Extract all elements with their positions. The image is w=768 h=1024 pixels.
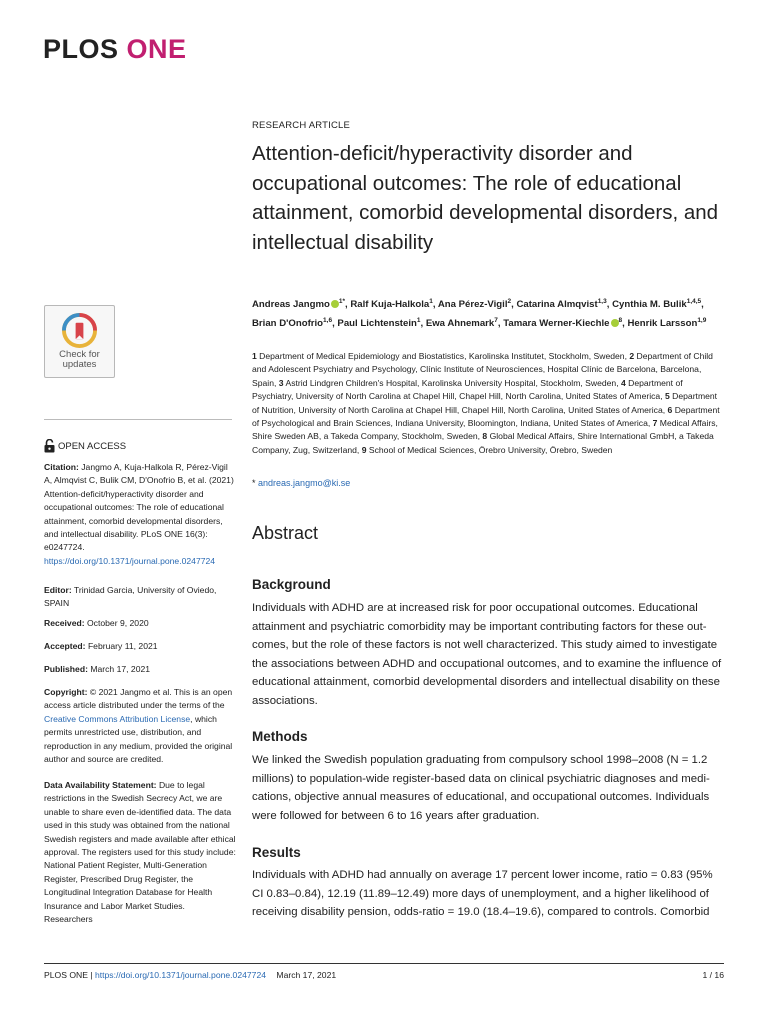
published-text: March 17, 2021 [90, 664, 151, 674]
logo-one: ONE [126, 34, 187, 64]
received-block [44, 617, 236, 630]
accepted-label: Accepted: [44, 641, 86, 651]
affil-number: 1 [252, 351, 257, 361]
methods-heading: Methods [252, 729, 308, 744]
corresponding-star: * [252, 478, 256, 488]
article-title: Attention-deficit/hyperactivity disorder and occupational outcomes: The role of educational attainment, comorbid developmental disorders, and intellectual disability [252, 142, 719, 254]
author-affil: 1,6 [323, 316, 333, 324]
author-affil: 7 [494, 316, 498, 324]
accepted-block [44, 640, 236, 653]
affiliations [252, 350, 722, 457]
orcid-icon[interactable] [331, 300, 339, 308]
editor-text: Trinidad Garcia, University of Oviedo, SPAIN [44, 585, 217, 609]
author-name[interactable]: , Tamara Werner-Kiechle [497, 317, 610, 329]
received-text: October 9, 2020 [87, 618, 149, 628]
author-name[interactable]: , Henrik Larsson [622, 317, 698, 329]
footer-divider [44, 963, 724, 964]
page-footer [44, 970, 336, 980]
footer-date: March 17, 2021 [276, 970, 337, 980]
author-name[interactable]: , Brian D'Onofrio [252, 299, 704, 329]
affil-number: 6 [667, 404, 673, 415]
author-name[interactable]: Andreas Jangmo [252, 299, 330, 310]
affil-number: 4 [620, 377, 626, 388]
copyright-block [44, 686, 236, 766]
open-access-text: OPEN ACCESS [58, 440, 127, 452]
accepted-text: February 11, 2021 [87, 641, 158, 651]
journal-logo [43, 36, 187, 63]
data-availability-text: Due to legal restrictions in the Swedish Secrecy Act, we are unable to share even de-identified data. The data used in this study was obtained from the national Swedish registers and made available after ethical approval. The registers used for this study include: National Patient Register, Multi-Generation Register, Prescribed Drug Register, the Longitudinal Integration Database for Health Insurance and Labor Market Studies. Researchers [44, 780, 236, 925]
affil-text: Department of Nutrition, University of North Carolina at Chapel Hill, Chapel Hill, North Carolina, United States of America, [252, 391, 718, 415]
author-name[interactable]: , Catarina Almqvist [511, 299, 598, 310]
license-link[interactable]: Creative Commons Attribution License [44, 713, 191, 724]
citation-text: Jangmo A, Kuja-Halkola R, Pérez-Vigil A, Almqvist C, Bulik CM, D'Onofrio B, et al. (2021) Attention-deficit/hyperactivity disorder and occupational outcomes: The role of educational attainment, comorbid developmental disorders, and intellectual disability. PLoS ONE 16(3): e0247724. [44, 462, 234, 553]
copyright-label: Copyright: [44, 687, 88, 697]
author-affil: 2 [507, 298, 512, 305]
affil-text: Department of Medical Epidemiology and Biostatistics, Karolinska Institutet, Stockholm, Sweden, [256, 351, 630, 361]
published-label: Published: [44, 664, 88, 674]
author-affil: 1 [416, 316, 421, 324]
copyright-text-post: , which permits unrestricted use, distribution, and reproduction in any medium, provided the original author and source are credited. [44, 713, 233, 765]
author-affil: 1,3 [597, 298, 607, 305]
article-type-label: RESEARCH ARTICLE [252, 120, 351, 131]
affil-number: 5 [664, 391, 670, 402]
citation-doi-link[interactable]: https://doi.org/10.1371/journal.pone.0247724 [44, 555, 216, 566]
editor-label: Editor: [44, 585, 72, 595]
author-name[interactable]: , Cynthia M. Bulik [606, 299, 687, 310]
affil-text: School of Medical Sciences, Örebro University, Örebro, Sweden [366, 444, 613, 455]
logo-plos: PLOS [43, 34, 119, 64]
affil-text: Department of Psychological and Brain Sciences, Indiana University, Bloomington, Indiana, United States of America, [252, 404, 720, 429]
crossmark-icon [62, 313, 97, 348]
results-heading: Results [252, 845, 301, 860]
copyright-text-pre: © 2021 Jangmo et al. This is an open access article distributed under the terms of the [44, 687, 233, 711]
background-heading: Background [252, 577, 331, 592]
affil-text: Medical Affairs, Shire Sweden AB, a Takeda Company, Stockholm, Sweden, [252, 418, 718, 442]
author-name[interactable]: , Ewa Ahnemark [420, 317, 495, 329]
results-paragraph: Individuals with ADHD had annually on average 17 percent lower income, ratio = 0.83 (95% CI 0.83–0.84), 12.19 (11.89–12.49) more days of unemployment, and a higher likelihood of receiving disability pension, odds-ratio = 19.0 (18.4–19.6), compared to controls. Comorbid [252, 869, 713, 919]
author-name[interactable]: , Ana Pérez-Vigil [432, 299, 508, 310]
affil-text: Department of Psychiatry, University of North Carolina at Chapel Hill, Chapel Hill, North Carolina, United States of America, [252, 377, 683, 402]
author-affil: 1,9 [697, 316, 707, 324]
received-label: Received: [44, 618, 85, 628]
affil-number: 3 [278, 377, 284, 388]
published-block [44, 663, 236, 676]
author-affil: 1 [429, 298, 433, 305]
affil-text: Global Medical Affairs, Shire International GmbH, a Takeda Company, Zug, Switzerland, [252, 431, 714, 455]
open-access-label [44, 439, 126, 453]
citation-block [44, 461, 236, 568]
affil-text: Astrid Lindgren Children's Hospital, Karolinska University Hospital, Stockholm, Sweden, [283, 377, 621, 388]
badge-line2: updates [62, 359, 97, 370]
check-for-updates-badge[interactable] [44, 305, 115, 378]
author-affil: 1,4,5 [686, 298, 702, 305]
affil-number: 7 [652, 418, 658, 429]
data-availability-label: Data Availability Statement: [44, 780, 157, 790]
editor-block [44, 584, 236, 611]
footer-doi-link[interactable]: https://doi.org/10.1371/journal.pone.0247724 [94, 970, 267, 980]
corresponding-author [252, 478, 350, 488]
author-affil: 8 [618, 316, 623, 324]
citation-label: Citation: [44, 462, 79, 472]
background-paragraph: Individuals with ADHD are at increased risk for poor occupational outcomes. Educational attainment and psychiatric comorbidity may be important contributing factors for these out-comes, but the role of these factors is not well characterized. This study aimed to investigate the associations between ADHD and occupational outcomes, and to examine the influence of educational attainment, comorbid developmental disorders and intellectual disability on these associations. [252, 602, 722, 707]
footer-journal: PLOS ONE | [44, 970, 95, 980]
affil-text: Department of Child and Adolescent Psychiatry and Psychology, Clínic Institute of Neurosciences, Hospital Clínic de Barcelona, Barcelona, Spain, [252, 351, 713, 388]
affil-number: 2 [629, 351, 635, 361]
author-name[interactable]: , Paul Lichtenstein [332, 317, 417, 329]
author-affil: 1* [338, 298, 345, 305]
badge-text [45, 350, 114, 370]
orcid-icon[interactable] [611, 319, 619, 327]
author-name[interactable]: , Ralf Kuja-Halkola [345, 299, 430, 310]
corresponding-email-link[interactable]: andreas.jangmo@ki.se [258, 478, 351, 488]
data-availability-block [44, 779, 236, 926]
author-list [252, 294, 722, 332]
abstract-heading: Abstract [252, 523, 319, 543]
page-number: 1 / 16 [702, 970, 724, 980]
affil-number: 9 [361, 444, 367, 455]
open-lock-icon [44, 439, 55, 453]
badge-line1: Check for [59, 349, 100, 360]
methods-paragraph: We linked the Swedish population graduating from compulsory school 1998–2008 (N = 1.2 millions) to population-wide register-based data on clinical psychiatric diagnoses and medi-cations, objective annual measures of educational, and occupational outcomes. Individuals were followed for between 6 to 16 years after graduation. [252, 754, 710, 822]
affil-number: 8 [482, 431, 488, 442]
sidebar-divider [44, 419, 232, 420]
